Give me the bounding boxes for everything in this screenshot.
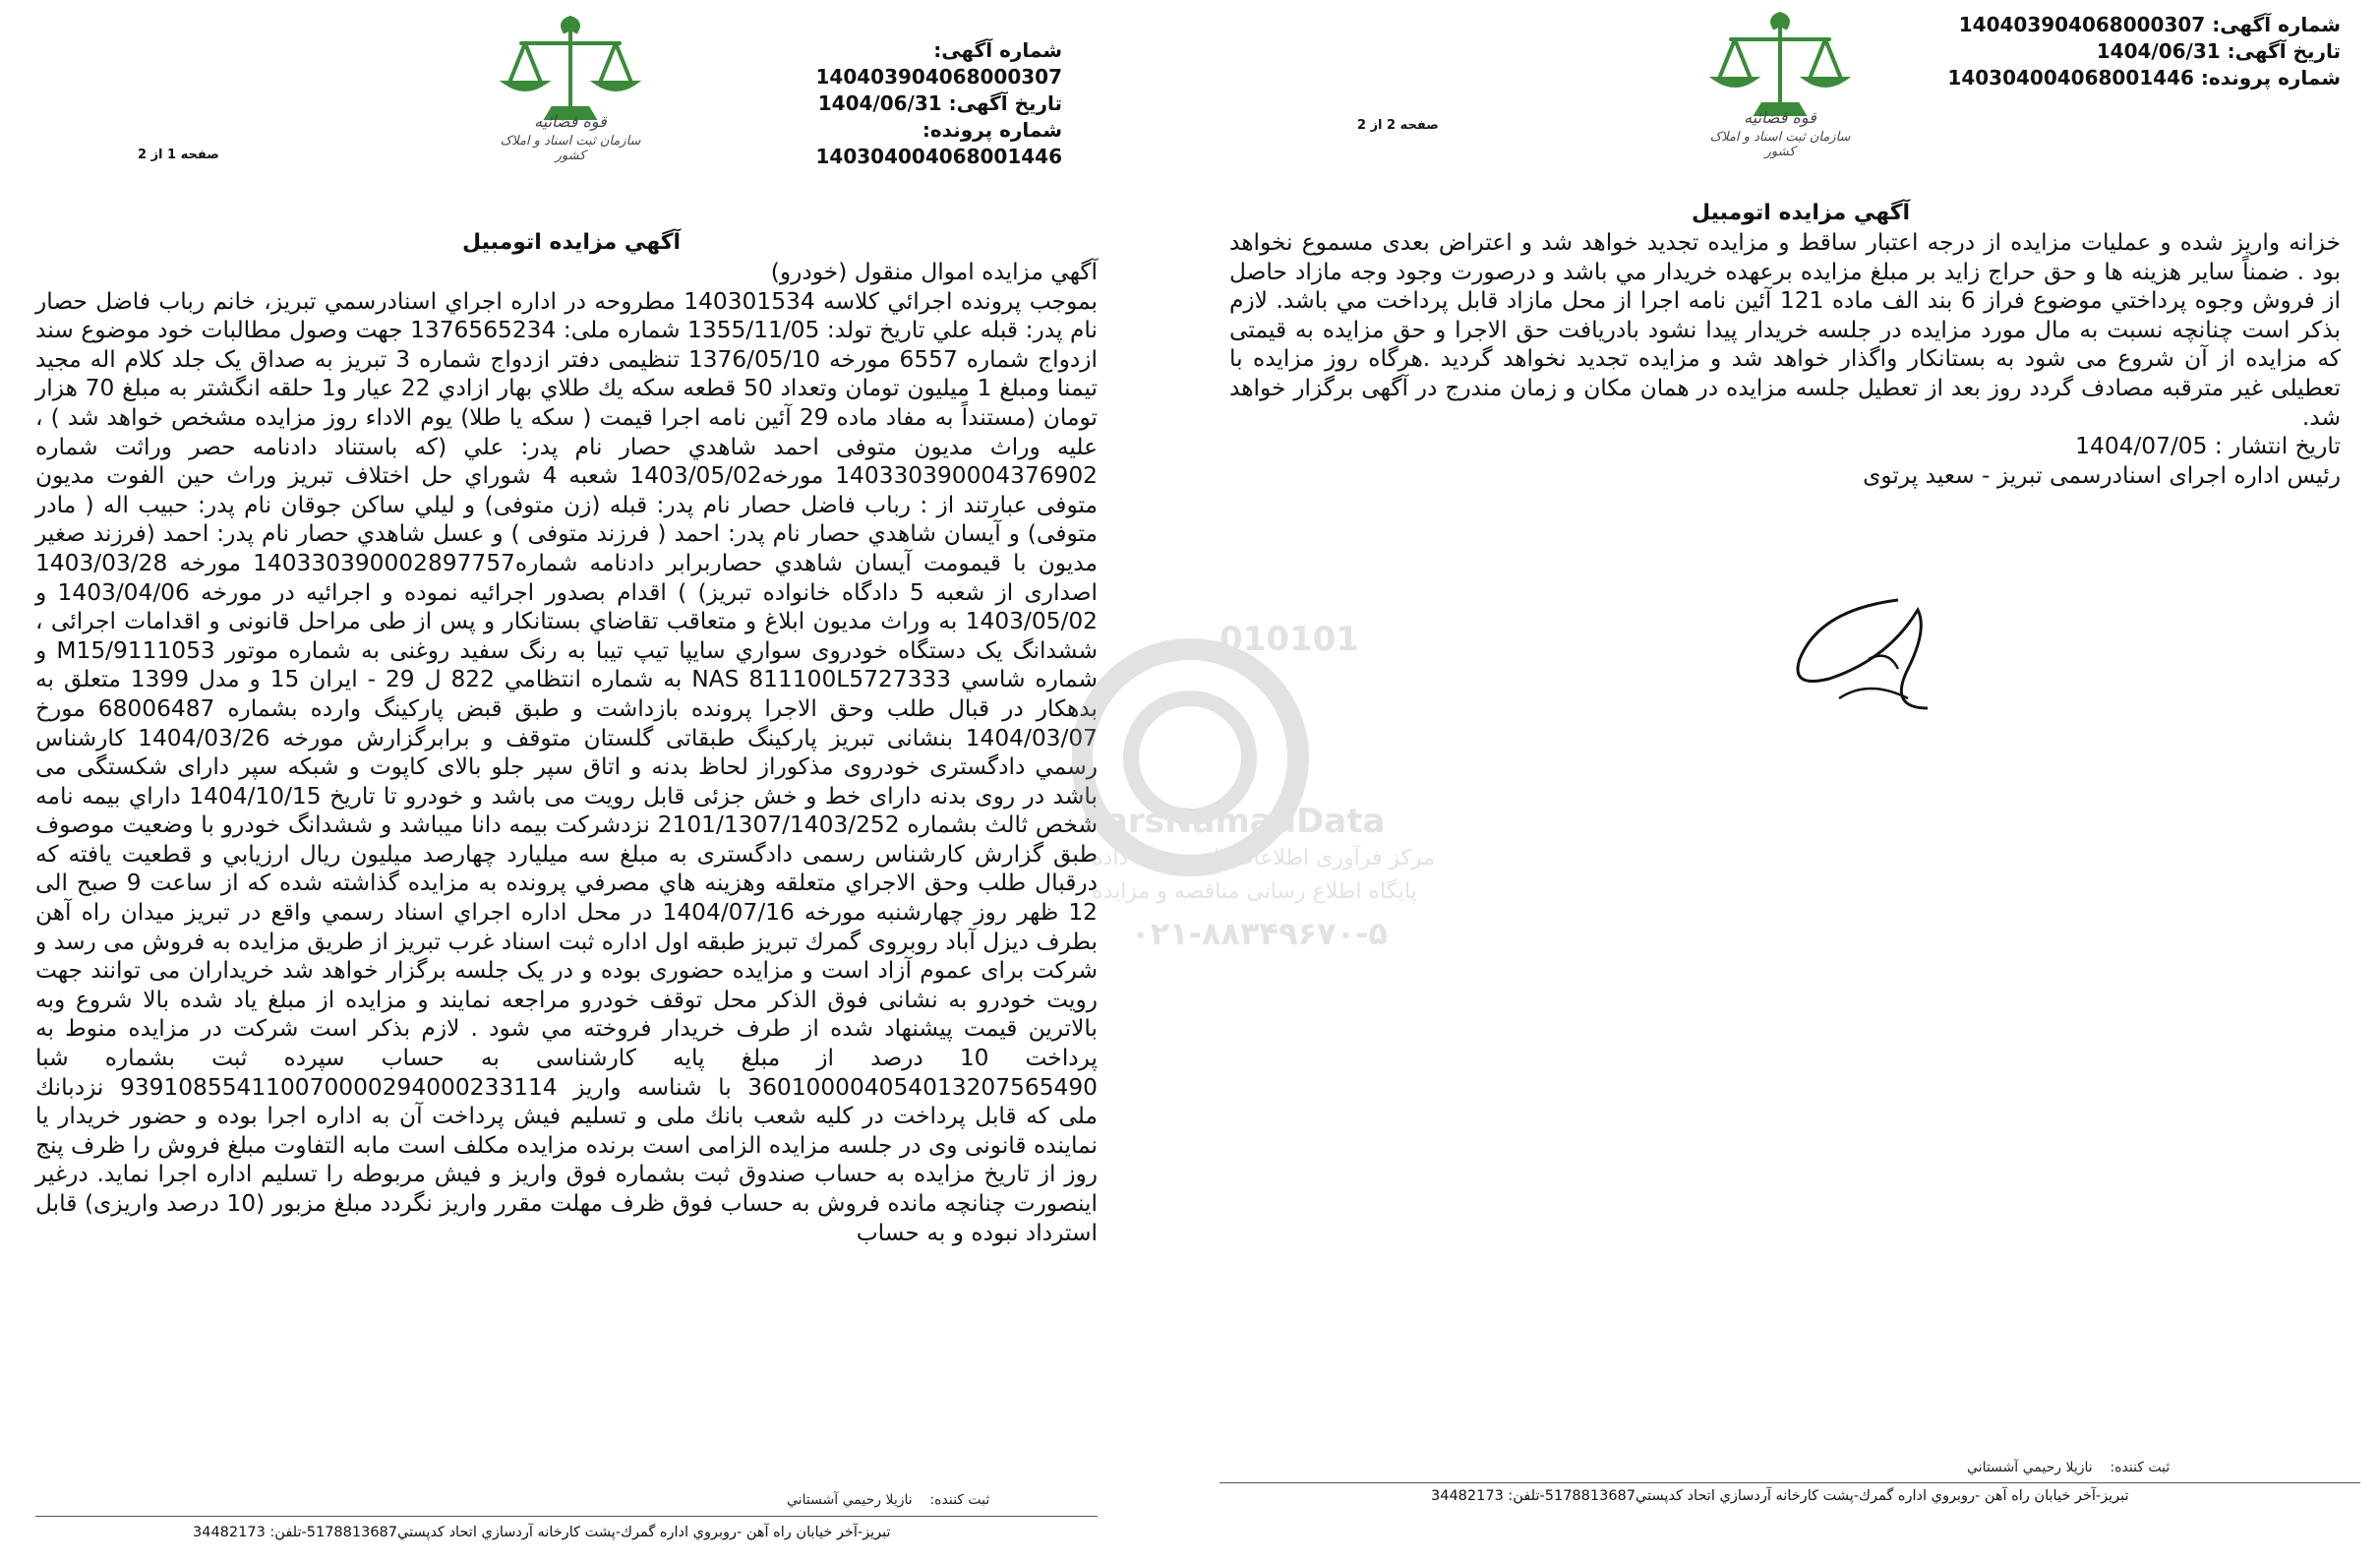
notice-body — [1229, 228, 2341, 490]
footer-divider — [1220, 1482, 2360, 1483]
emblem-caption: قوه قضائیه — [1744, 108, 1816, 127]
footer-address: تبريز-آخر خيابان راه آهن -روبروي اداره گمرك-پشت كارخانه آردسازي اتحاد كدپستي5178813687-تلفن: 34482173 — [1431, 1488, 2129, 1504]
emblem-caption: قوه قضائیه — [534, 112, 607, 131]
notice-title: آگهي مزايده اتومبيل — [462, 230, 682, 255]
emblem-org: سازمان ثبت اسناد و املاک کشور — [500, 134, 641, 163]
body-paragraph: بموجب پرونده اجرائي كلاسه 140301534 مطروحه در اداره اجراي اسنادرسمي تبريز، خانم رباب فاضل حصار نام پدر: قبله علي تاريخ تولد: 1355/11/05 شماره ملی: 1376565234 جهت وصول مطالبات خود موضوع سند ازدواج شماره 6557 مورخه 1376/05/10 تنظيمی دفتر ازدواج شماره 3 تبريز به صداق یک جلد كلام اله مجيد تيمنا ومبلغ 1 ميليون تومان وتعداد 50 قطعه سكه يك طلاي بهار ازادي 22 عيار و1 حلقه انگشتر به مبلغ 70 هزار تومان (مستنداً به مفاد ماده 29 آئین نامه اجرا قیمت ( سکه یا طلا) يوم الاداء روز مزايده مشخص خواهد شد ) ، عليه وراث مديون متوفی احمد شاهدي حصار نام پدر: علي (كه باستناد دادنامه حصر وراثت شماره 140330390004376902 مورخه1403/05/02 شعبه 4 شوراي حل اختلاف تبريز وراث حين الفوت مديون متوفی عبارتند از : رباب فاضل حصار نام پدر: قبله (زن متوفی) و ليلي ساكن جوقان نام پدر: حبيب اله ( مادر متوفی) و آيسان شاهدي حصار نام پدر: احمد ( فرزند متوفی ) و عسل شاهدي حصار نام پدر: احمد (فرزند صغير مديون با قيمومت آيسان شاهدي حصاربرابر دادنامه شماره140330390002897757 مورخه 1403/03/28 اصداری از شعبه 5 دادگاه خانواده تبریز) ) اقدام بصدور اجرائيه نموده و اجرائيه در مورخه 1403/04/06 و 1403/05/02 به وراث مديون ابلاغ و متعاقب تقاضاي بستانكار و پس از طی مراحل قانونی و اقدامات اجرائی ، ششدانگ يک دستگاه خودروی سواري سايپا تيپ تيبا به رنگ سفيد روغنی به شماره موتور M15/9111053 و شماره شاسي NAS 811100L5727333 به شماره انتظامي 822 ل 29 - ايران 15 و مدل 1399 متعلق به بدهكار در قبال طلب وحق الاجرا پرونده بازداشت و طبق قبض پاركينگ وارده بشماره 68006487 مورخ 1404/03/07 بنشانی تبریز پارکینگ طبقاتی گلستان متوقف و برابرگزارش مورخه 1404/03/26 كارشناس رسمي دادگستری خودروی مذكوراز لحاظ بدنه و اتاق سپر جلو بالای کاپوت و شبکه سپر دارای شکستگی می باشد در روی بدنه دارای خط و خش جزئی قابل رويت می باشد و خودرو تا تاريخ 1404/10/15 داراي بيمه نامه شخص ثالث بشماره 2101/1307/1403/252 نزدشرکت بیمه دانا ميباشد و ششدانگ خودرو با وضعيت موصوف طبق گزارش كارشناس رسمی دادگستری به مبلغ سه ميليارد چهارصد ميليون ريال ارزيابي و قطعيت يافته كه درقبال طلب وحق الاجراي متعلقه وهزينه هاي مصرفي پرونده به مزايده گذاشته شده كه از ساعت 9 صبح الی 12 ظهر روز چهارشنبه مورخه 1404/07/16 در محل اداره اجراي اسناد رسمي واقع در تبريز ميدان راه آهن بطرف دیزل آباد روبروی گمرك تبريز طبقه اول اداره ثبت اسناد غرب تبریز از طريق مزايده به فروش می رسد و شرکت برای عموم آزاد است و مزايده حضوری بوده و در يک جلسه برگزار خواهد شد خريداران می توانند جهت رويت خودرو به نشانی فوق الذکر محل توقف خودرو مراجعه نمايند و مزايده از مبلغ ياد شده بالا شروع وبه بالاترين قيمت پيشنهاد شده از طرف خريدار فروخته مي شود . لازم بذكر است شركت در مزايده منوط به پرداخت 10 درصد از مبلغ پايه كارشناسی به حساب سپرده ثبت بشماره شبا 360100004054013207565490 با شناسه واريز 939108554110070000294000233114 نزدبانك ملی كه قابل پرداخت در كليه شعب بانك ملی و تسليم فيش پرداخت آن به اداره اجرا بوده و حضور خريدار يا نماينده قانونی وی در جلسه مزايده الزامی است برنده مزايده مكلف است مابه التفاوت مبلغ فروش را ظرف پنج روز از تاريخ مزايده به حساب صندوق ثبت بشماره فوق واريز و فيش مربوطه را تسليم اداره اجرا نمايد. درغير اينصورت چنانچه مانده فروش به حساب فوق ظرف مهلت مقرر واريز نگردد مبلغ مزبور (10 درصد واريزی) قابل استرداد نبوده و به حساب — [35, 287, 1099, 1246]
registrar-label: ثبت كننده: — [929, 1492, 990, 1508]
notice-body — [35, 258, 1098, 1247]
ad-number-label: شماره آگهی: — [2212, 13, 2341, 36]
file-number-label: شماره پرونده: — [922, 118, 1062, 142]
ad-date: 1404/06/31 — [817, 91, 942, 115]
publish-date-label: تاريخ انتشار : — [2214, 433, 2341, 460]
watermark-binary: 010101 — [1220, 620, 1359, 659]
ad-date: 1404/06/31 — [2096, 39, 2221, 63]
ad-date-label: تاریخ آگهی: — [2227, 39, 2341, 63]
signer-title: رئیس اداره اجرای اسنادرسمی تبریز - سعید پرتوی — [1863, 461, 2341, 489]
registrar-name: نازيلا رحيمي آشستاني — [1967, 1460, 2093, 1475]
registrar-row — [1967, 1460, 2170, 1475]
judiciary-emblem — [1701, 0, 1859, 163]
file-number: 140304004068001446 — [1947, 66, 2194, 90]
registrar-label: ثبت كننده: — [2110, 1460, 2171, 1475]
page-1 — [0, 0, 1111, 1563]
footer-divider — [35, 1516, 1098, 1517]
ad-date-label: تاریخ آگهی: — [948, 91, 1062, 115]
registrar-row — [787, 1492, 989, 1508]
publish-date: 1404/07/05 — [2075, 433, 2208, 460]
publish-date-row — [1229, 432, 2341, 461]
page-label: صفحه 1 از 2 — [138, 148, 219, 162]
header-meta — [688, 37, 1062, 170]
watermark-brand: ParsNamadData — [1082, 802, 1386, 841]
ad-number-label: شماره آگهی: — [933, 38, 1062, 62]
notice-title: آگهي مزايده اتومبيل — [1692, 201, 1911, 225]
handwritten-signature — [1780, 590, 1987, 718]
judiciary-emblem — [492, 0, 649, 167]
ad-number: 140403904068000307 — [815, 65, 1062, 89]
file-number-label: شماره پرونده: — [2200, 66, 2341, 90]
page-label: صفحه 2 از 2 — [1357, 118, 1439, 133]
emblem-org: سازمان ثبت اسناد و املاک کشور — [1709, 130, 1851, 159]
watermark-line2: پایگاه اطلاع رسانی مناقصه و مزایده — [1092, 879, 1417, 904]
body-paragraph: خزانه واريز شده و عمليات مزايده از درجه اعتبار ساقط و مزايده تجديد خواهد شد و اعتراض بعدی مسموع نخواهد بود . ضمناً ساير هزينه ها و حق حراج زايد بر مبلغ مزايده برعهده خريدار مي باشد و درصورت وجود وجه مازاد حاصل از فروش وجوه پرداختي موضوع فراز 6 بند الف ماده 121 آئين نامه اجرا از محل مازاد قابل پرداخت مي باشد. لازم بذكر است چنانچه نسبت به مال مورد مزايده در جلسه خريدار پيدا نشود بادريافت حق الاجرا و حق مزايده به قيمتی كه مزايده از آن شروع می شود به بستانكار واگذار خواهد شد و مزايده تجديد نخواهد گرديد .هرگاه روز مزايده با تعطيلی غير مترقبه مصادف گردد روز بعد از تعطيل جلسه مزايده در همان مكان و زمان مندرج در آگهی برگزار خواهد شد. — [1229, 229, 2341, 431]
header-meta — [1937, 12, 2341, 91]
body-heading: آگهي مزايده اموال منقول (خودرو) — [770, 259, 1098, 285]
file-number: 140304004068001446 — [815, 145, 1062, 168]
page-2 — [1210, 0, 2380, 1563]
ad-number: 140403904068000307 — [1958, 13, 2206, 36]
registrar-name: نازيلا رحيمي آشستاني — [787, 1492, 913, 1508]
watermark-line1: مرکز فرآوری اطلاعات پارس نماد داده — [1092, 846, 1435, 871]
watermark-phone: ۰۲۱-۸۸۳۴۹۶۷۰-۵ — [1131, 915, 1388, 952]
footer-address: تبريز-آخر خيابان راه آهن -روبروي اداره گمرك-پشت كارخانه آردسازي اتحاد كدپستي5178813687-تلفن: 34482173 — [193, 1525, 891, 1540]
